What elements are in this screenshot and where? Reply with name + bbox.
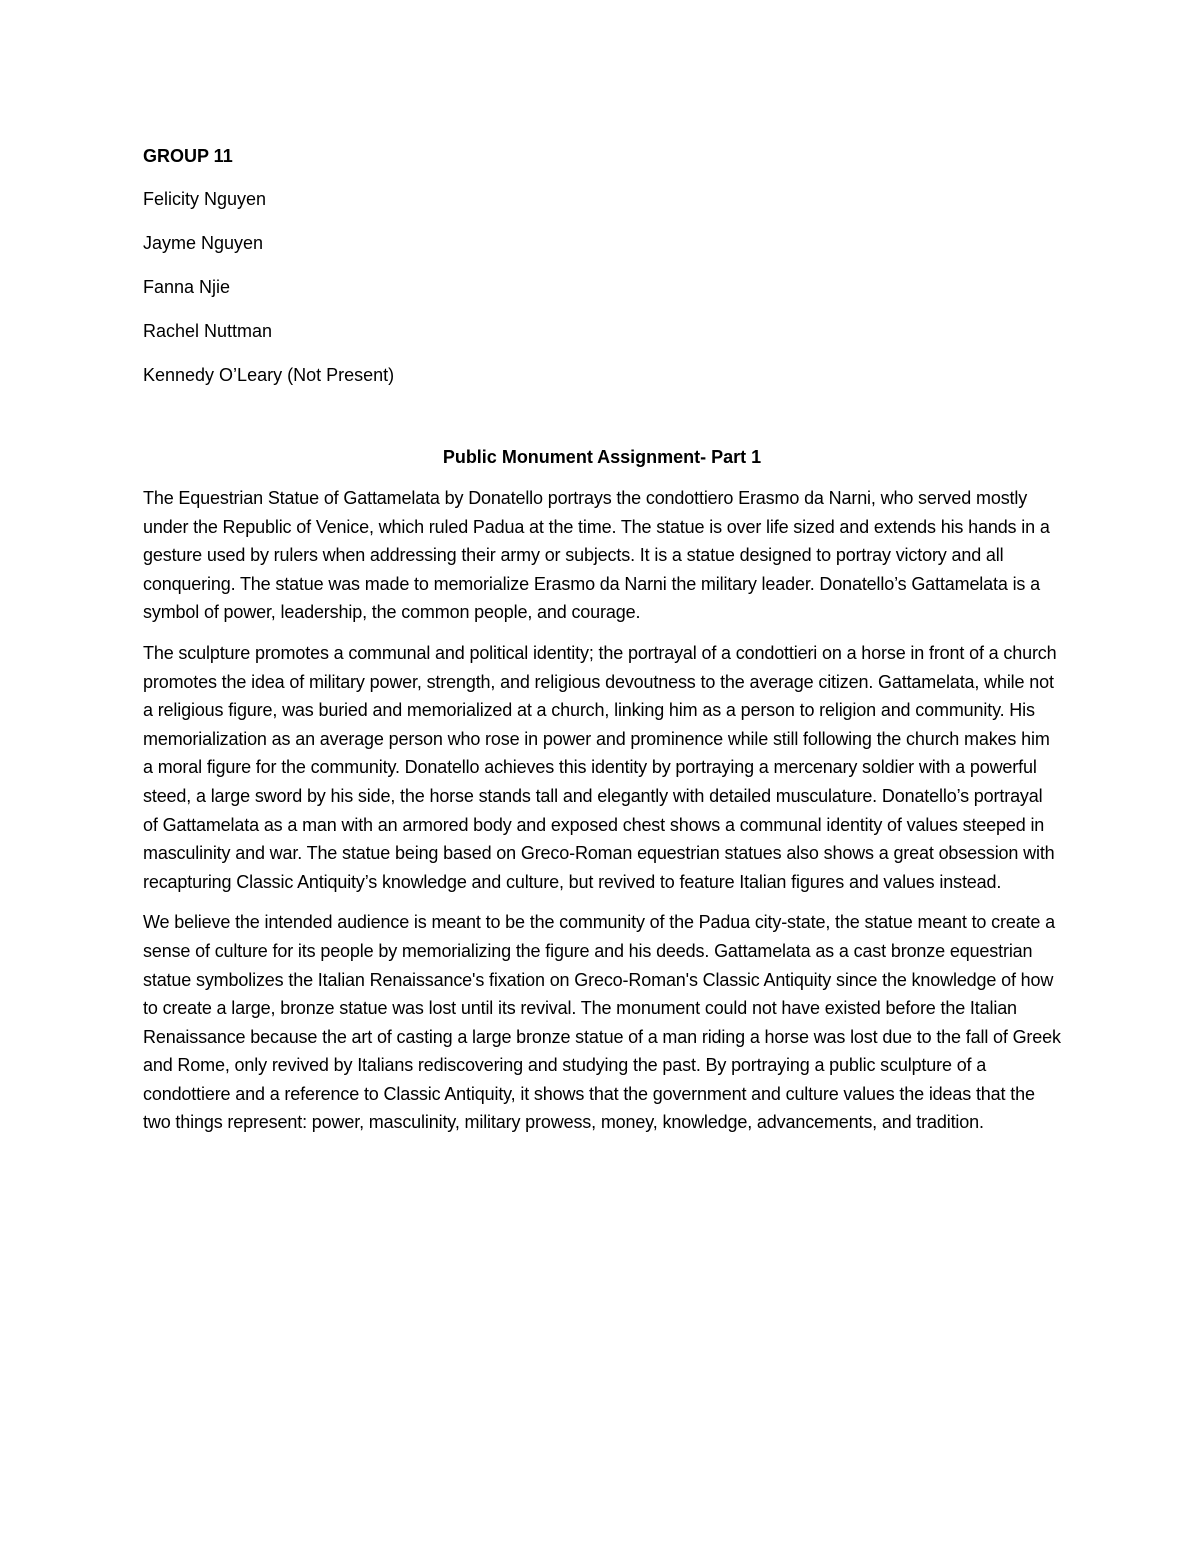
document-title: Public Monument Assignment- Part 1 xyxy=(442,447,762,467)
member-name: Felicity Nguyen xyxy=(143,189,267,209)
document-body xyxy=(143,142,1061,1149)
group-heading: GROUP 11 xyxy=(143,146,233,166)
member-name: Fanna Njie xyxy=(143,277,231,297)
paragraph: The sculpture promotes a communal and political identity; the portrayal of a condottieri on a horse in front of a church promotes the idea of military power, strength, and religious devoutness to the average citizen. Gattamelata, while not a religious figure, was buried and memorialized at a church, linking him as a person to religion and community. His memorialization as an average person who rose in power and prominence while still following the church makes him a moral figure for the community. Donatello achieves this identity by portraying a mercenary soldier with a powerful steed, a large sword by his side, the horse stands tall and elegantly with detailed musculature. Donatello’s portrayal of Gattamelata as a man with an armored body and exposed chest shows a communal identity of values steeped in masculinity and war. The statue being based on Greco-Roman equestrian statues also shows a great obsession with recapturing Classic Antiquity’s knowledge and culture, but revived to feature Italian figures and values instead. xyxy=(143,642,1057,892)
member-name: Rachel Nuttman xyxy=(143,321,273,341)
paragraph: The Equestrian Statue of Gattamelata by Donatello portrays the condottiero Erasmo da Narni, who served mostly under the Republic of Venice, which ruled Padua at the time. The statue is over life sized and extends his hands in a gesture used by rulers when addressing their army or subjects. It is a statue designed to portray victory and all conquering. The statue was made to memorialize Erasmo da Narni the military leader. Donatello’s Gattamelata is a symbol of power, leadership, the common people, and courage. xyxy=(143,488,1050,623)
paragraph: We believe the intended audience is meant to be the community of the Padua city-state, the statue meant to create a sense of culture for its people by memorializing the figure and his deeds. Gattamelata as a cast bronze equestrian statue symbolizes the Italian Renaissance's fixation on Greco-Roman's Classic Antiquity since the knowledge of how to create a large, bronze statue was lost until its revival. The monument could not have existed before the Italian Renaissance because the art of casting a large bronze statue of a man riding a horse was lost due to the fall of Greek and Rome, only revived by Italians rediscovering and studying the past. By portraying a public sculpture of a condottiere and a reference to Classic Antiquity, it shows that the government and culture values the ideas that the two things represent: power, masculinity, military prowess, money, knowledge, advancements, and tradition. xyxy=(143,912,1061,1133)
member-list xyxy=(143,185,1061,389)
member-name: Kennedy O’Leary (Not Present) xyxy=(143,365,395,385)
member-name: Jayme Nguyen xyxy=(143,233,264,253)
